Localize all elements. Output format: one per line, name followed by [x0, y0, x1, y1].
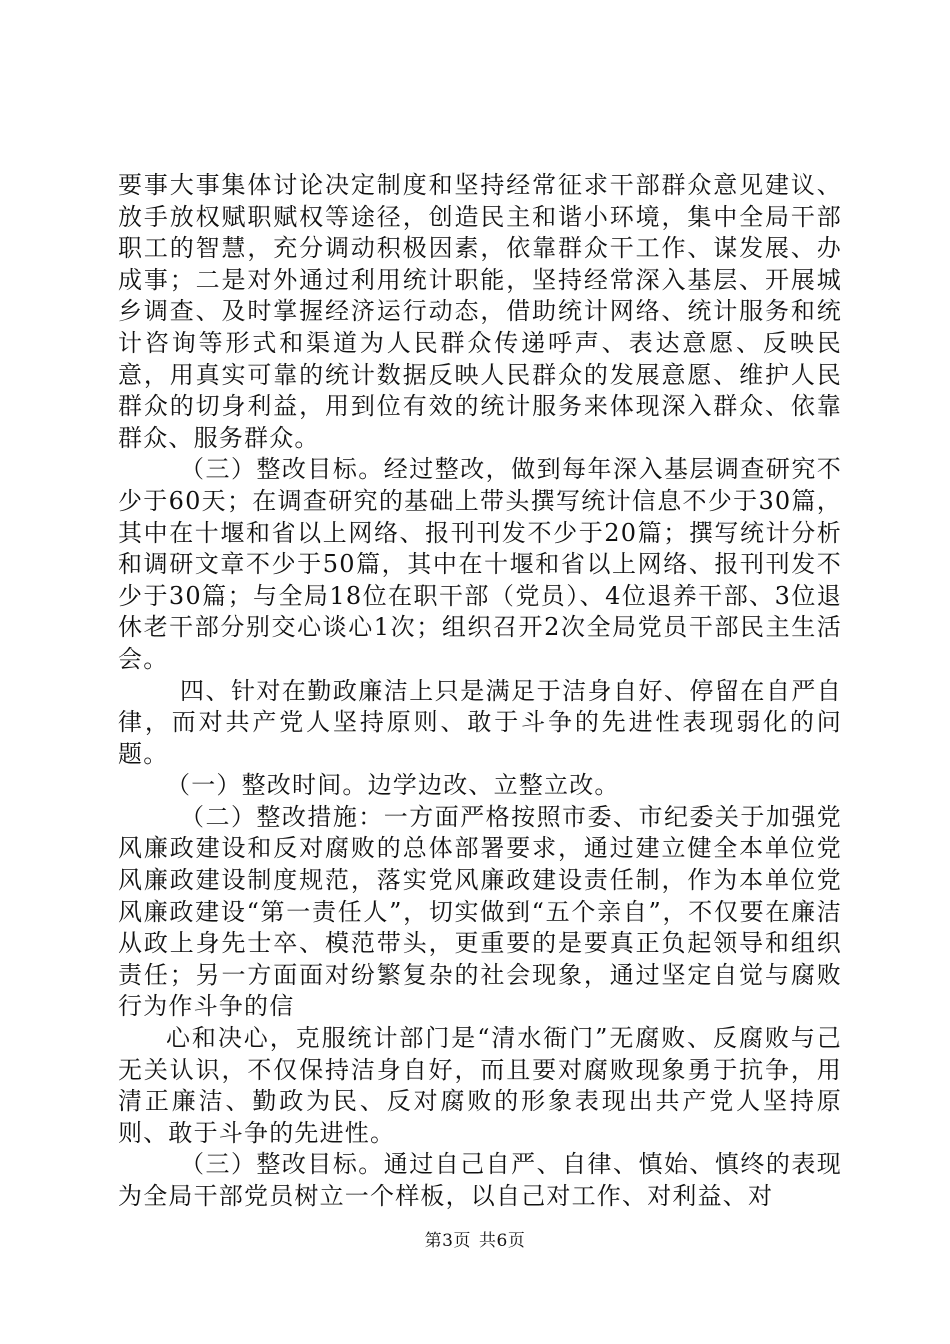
paragraph-timeline: （一）整改时间。边学边改、立整立改。: [166, 771, 620, 800]
page-footer: [0, 1226, 950, 1251]
paragraph-measures-continued: 心和决心，克服统计部门是“清水衙门”无腐败、反腐败与己无关认识，不仅保持洁身自好，而且要对腐败现象勇于抗争，用清正廉洁、勤政为民、反对腐败的形象表现出共产党人坚持原则、敢于斗争的先进性。: [118, 1024, 842, 1147]
paragraph-continuation: 要事大事集体讨论决定制度和坚持经常征求干部群众意见建议、放手放权赋职赋权等途径，创造民主和谐小环境，集中全局干部职工的智慧，充分调动积极因素，依靠群众干工作、谋发展、办成事；二是对外通过利用统计职能，坚持经常深入基层、开展城乡调查、及时掌握经济运行动态，借助统计网络、统计服务和统计咨询等形式和渠道为人民群众传递呼声、表达意愿、反映民意，用真实可靠的统计数据反映人民群众的发展意愿、维护人民群众的切身利益，用到位有效的统计服务来体现深入群众、依靠群众、服务群众。: [118, 171, 842, 452]
paragraph-measures: （二）整改措施：一方面严格按照市委、市纪委关于加强党风廉政建设和反对腐败的总体部署要求，通过建立健全本单位党风廉政建设制度规范，落实党风廉政建设责任制，作为本单位党风廉政建设“第一责任人”，切实做到“五个亲自”，不仅要在廉洁从政上身先士卒、模范带头，更重要的是要真正负起领导和组织责任；另一方面面对纷繁复杂的社会现象，通过坚定自觉与腐败行为作斗争的信: [118, 802, 842, 1021]
page-number: 第3页: [424, 1231, 471, 1251]
paragraph-section-four: 四、针对在勤政廉洁上只是满足于洁身自好、停留在自严自律，而对共产党人坚持原则、敢于斗争的先进性表现弱化的问题。: [118, 676, 842, 768]
paragraph-goal-four: （三）整改目标。通过自己自严、自律、慎始、慎终的表现为全局干部党员树立一个样板，以自己对工作、对利益、对: [118, 1150, 842, 1210]
paragraph-goal-three: （三）整改目标。经过整改，做到每年深入基层调查研究不少于60天；在调查研究的基础上带头撰写统计信息不少于30篇，其中在十堰和省以上网络、报刊刊发不少于20篇；撰写统计分析和调研文章不少于50篇，其中在十堰和省以上网络、报刊刊发不少于30篇；与全局18位在职干部（党员）、4位退养干部、3位退休老干部分别交心谈心1次；组织召开2次全局党员干部民主生活会。: [118, 455, 842, 673]
page-total: 共6页: [479, 1231, 526, 1251]
document-body: [118, 170, 842, 1213]
